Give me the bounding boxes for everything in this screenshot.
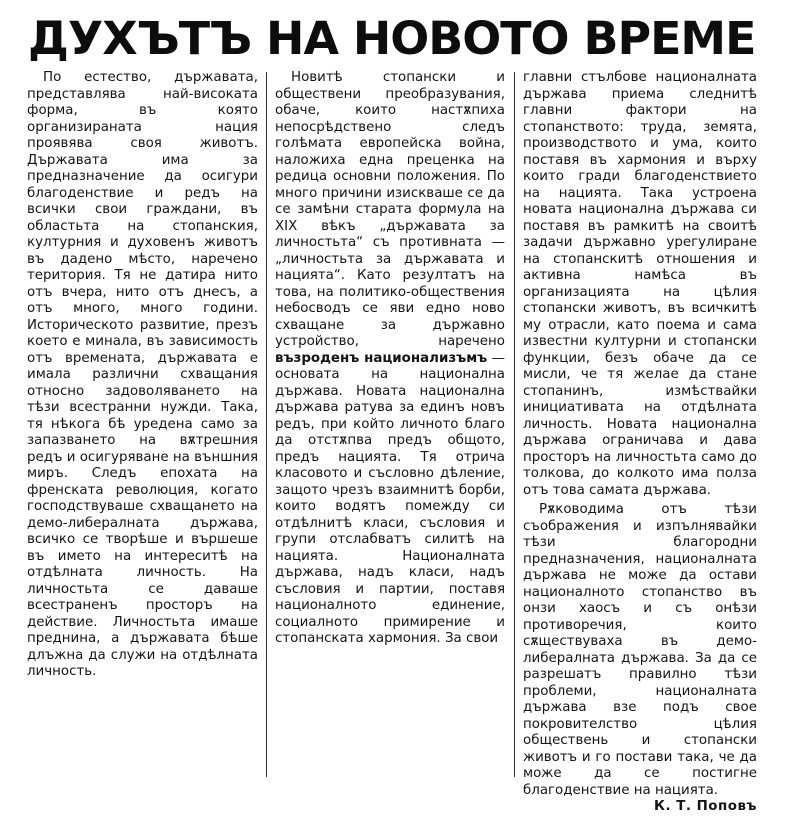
column-3-paragraph-1: главни стълбове националната държава приема следнитѣ главни фактори на стопанството: труда, земята, производството и ума, които поставя въ хармония и върху които гради благоденствието на нацията. Така устроена новата национална държава си поставя въ рамкитѣ на своитѣ задачи държавно урегулиране на стопанскитѣ отношения и активна намѣса въ организацията на цѣлия стопански животъ, въ всичкитѣ му отрасли, като поема и сама известни културни и стопански функции, безъ обаче да се мисли, че тя желае да стане стопанинъ, измѣствайки инициативата на отдѣлната личность. Новата национална държава ограничава и дава просторъ на личностьта само до толкова, до колкото има полза отъ това самата държава. bbox=[523, 70, 757, 498]
article-column-2 bbox=[275, 70, 505, 784]
column-2-lead: Новитѣ стопански и обществени преобразувания, обаче, които настѫпиха непосрѣдствено следъ голѣмата европейска война, наложиха една преценка на редица основни положения. По много причини изискваше се да се замѣни старата формула на XIX вѣкъ „държавата за личностьта“ съ противната — „личностьта за държавата и нацията“. bbox=[275, 70, 505, 283]
column-2-text-a: Като резултатъ на това, на политико-обществения небосводъ се яви едно ново схващане за държавно устройство, наречено bbox=[275, 268, 505, 349]
article-column-3 bbox=[523, 70, 757, 814]
column-2-text-b: — основата на национална държава. Новата национална държава ратува за единъ новъ редъ, при който личното благо да отстѫпва предъ общото, предъ нацията. Тя отрича класовото и съсловно дѣление, защото чрезъ взаимнитѣ борби, които водятъ помежду си отдѣлнитѣ класи, съсловия и групи отслабватъ силитѣ на нацията. Националната държава, надъ класи, надъ съсловия и партии, поставя националното единение, социалното примирение и стопанската хармония. За свои bbox=[275, 350, 505, 646]
column-divider-2 bbox=[514, 72, 515, 777]
author-signature: К. Т. Поповъ bbox=[654, 799, 757, 814]
article-column-1 bbox=[27, 70, 258, 784]
column-3-paragraph-2: Рѫководима отъ тѣзи съображения и изпълнявайки тѣзи благородни предназначения, националната държава не може да остави националното стопанство въ онзи хаосъ и съ онѣзи противоречия, които сѫществуваха въ демо-либералната държава. За да се разрешатъ правилно тѣзи проблеми, националната държава взе подъ свое покровителство цѣлия обществень и стопански животъ и го постави така, че да може да се постигне благоденствие на нацията. bbox=[523, 502, 757, 798]
column-1-paragraph: По естество, държавата, представлява най-високата форма, въ която организираната нация проявява своя животъ. Държавата има за предназначение да осигури благоденствие и редъ на всички свои граждани, въ областьта на стопанския, културния и духовенъ животъ въ дадено мѣсто, наречено територия. Тя не датира нито отъ вчера, нито отъ днесъ, а отъ много, много години. Историческото развитие, презъ което е минала, въ зависимость отъ времената, държавата е имала различни схващания относно задоволяването на тѣзи всестранни нужди. Така, тя нѣкога бѣ уредена само за запазването на вѫтрешния редъ и осигуряване на външния миръ. Следъ епохата на френската революция, когато господствуваше схващането на демо-либералната държава, всичко се творѣше и вършеше въ името на интереситѣ на отдѣлната личность. На личностьта се даваше всестраненъ просторъ на действие. Личностьта имаше преднина, а държавата бѣше длъжна да служи на отдѣлната личность. bbox=[27, 70, 258, 679]
column-2-bold-term: възроденъ национализъмъ bbox=[275, 350, 488, 366]
column-2-paragraph bbox=[275, 70, 505, 648]
column-divider-1 bbox=[266, 72, 267, 777]
article-headline: ДУХЪТЪ НА НОВОТО ВРЕМЕ bbox=[28, 12, 756, 65]
